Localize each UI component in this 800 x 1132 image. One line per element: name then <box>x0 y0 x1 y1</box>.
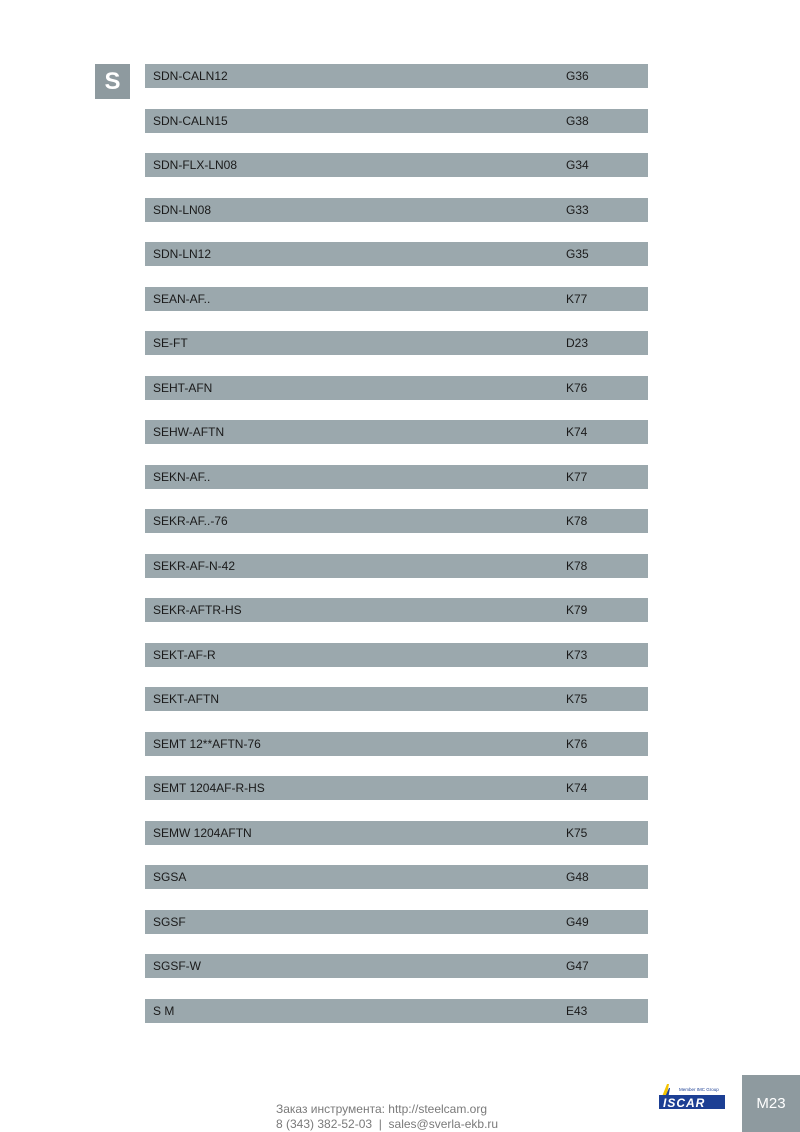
index-row <box>145 821 648 845</box>
index-row <box>145 776 648 800</box>
product-code: SEMW 1204AFTN <box>153 825 252 840</box>
page-reference: K74 <box>566 781 588 795</box>
index-row <box>145 598 648 622</box>
index-row <box>145 64 648 88</box>
product-code: SEHW-AFTN <box>153 425 225 439</box>
page-reference: G36 <box>566 69 589 83</box>
index-row <box>145 198 648 222</box>
page-reference: K73 <box>566 647 588 662</box>
page-reference: D23 <box>566 336 589 350</box>
index-row <box>145 331 648 355</box>
product-code: SDN-CALN12 <box>153 69 228 83</box>
product-code: SEHT-AFN <box>153 380 213 395</box>
page-reference: K74 <box>566 425 588 439</box>
product-code: SDN-LN08 <box>153 202 212 217</box>
footer-contact <box>276 1102 498 1132</box>
page-reference: K75 <box>566 825 588 840</box>
logo-wordmark: ISCAR <box>663 1096 706 1110</box>
index-row <box>145 420 648 444</box>
index-list <box>145 64 648 1043</box>
index-row <box>145 109 648 133</box>
index-row <box>145 376 648 400</box>
index-row <box>145 732 648 756</box>
page-reference: G35 <box>566 247 589 261</box>
page-reference: E43 <box>566 1003 588 1018</box>
index-row <box>145 242 648 266</box>
index-row <box>145 554 648 578</box>
product-code: SDN-FLX-LN08 <box>153 158 238 172</box>
page-reference: K79 <box>566 603 588 617</box>
section-letter-tab: S <box>95 64 130 99</box>
page-reference: K78 <box>566 514 588 528</box>
index-row <box>145 910 648 934</box>
order-link-text: Заказ инструмента: http://steelcam.org <box>276 1102 488 1116</box>
index-row <box>145 465 648 489</box>
product-code: S M <box>153 1003 175 1018</box>
page-reference: G48 <box>566 870 589 884</box>
product-code: SEKT-AFTN <box>153 692 220 706</box>
logo-tagline: Member IMC Group <box>679 1087 719 1092</box>
page-reference: K78 <box>566 558 588 573</box>
page-reference: K76 <box>566 736 588 751</box>
index-row <box>145 643 648 667</box>
iscar-logo-icon <box>657 1082 729 1112</box>
phone-email-text: 8 (343) 382-52-03 | sales@sverla-ekb.ru <box>276 1117 499 1131</box>
product-code: SEKR-AFTR-HS <box>153 603 242 617</box>
product-code: SGSF-W <box>153 959 201 973</box>
index-row <box>145 153 648 177</box>
page-reference: G38 <box>566 113 589 128</box>
product-code: SEKR-AF-N-42 <box>153 558 236 573</box>
page-reference: K76 <box>566 380 588 395</box>
page-reference: K77 <box>566 469 588 484</box>
page-reference: G47 <box>566 959 589 973</box>
page-reference: G33 <box>566 202 589 217</box>
product-code: SEMT 12**AFTN-76 <box>153 736 261 751</box>
product-code: SDN-CALN15 <box>153 113 228 128</box>
index-row <box>145 687 648 711</box>
index-row <box>145 865 648 889</box>
index-row <box>145 287 648 311</box>
index-row <box>145 954 648 978</box>
product-code: SEKR-AF..-76 <box>153 514 228 528</box>
page-reference: G34 <box>566 158 589 172</box>
product-code: SE-FT <box>153 336 188 350</box>
product-code: SDN-LN12 <box>153 247 212 261</box>
product-code: SEKT-AF-R <box>153 647 216 662</box>
page-reference: K75 <box>566 692 588 706</box>
index-row <box>145 999 648 1023</box>
product-code: SGSA <box>153 870 187 884</box>
product-code: SEAN-AF.. <box>153 291 211 306</box>
index-row <box>145 509 648 533</box>
page-number: M23 <box>742 1075 800 1132</box>
product-code: SGSF <box>153 914 186 929</box>
product-code: SEKN-AF.. <box>153 469 211 484</box>
page-reference: G49 <box>566 914 589 929</box>
page-reference: K77 <box>566 291 588 306</box>
product-code: SEMT 1204AF-R-HS <box>153 781 265 795</box>
